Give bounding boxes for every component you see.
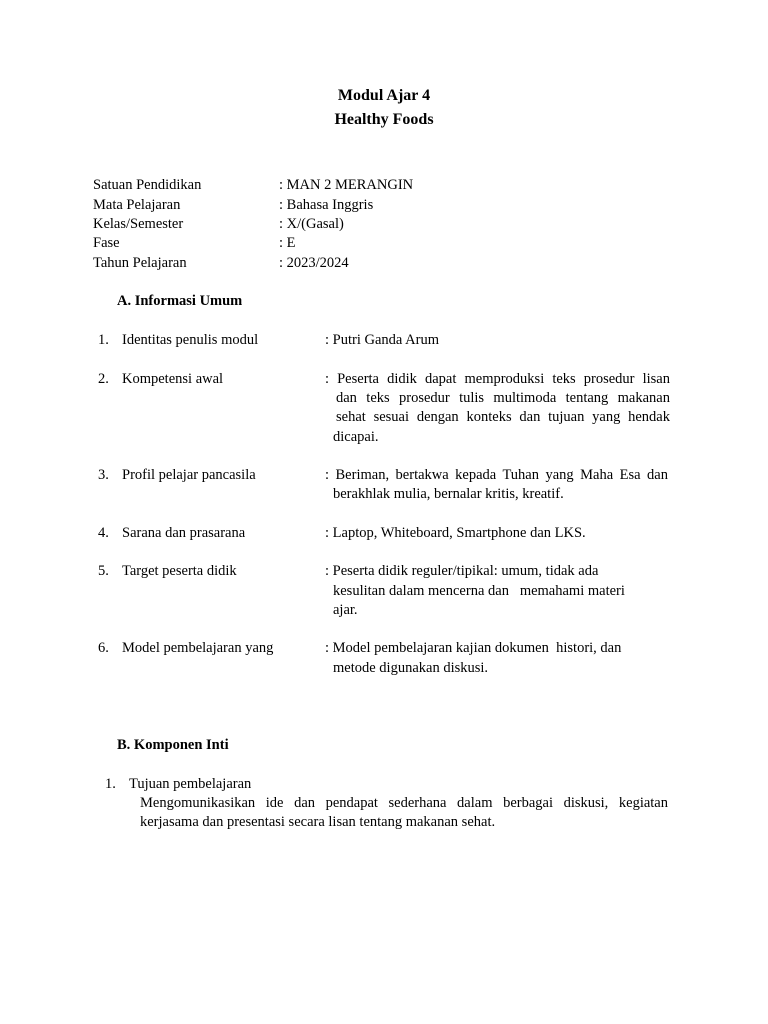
section-a-heading: A. Informasi Umum <box>117 293 243 309</box>
item-label: Kompetensi awal <box>122 371 224 387</box>
item-value-line: : Beriman, bertakwa kepada Tuhan yang Maha Esa dan <box>325 467 668 483</box>
item-value-line: : Peserta didik dapat memproduksi teks prosedur lisan <box>325 371 670 387</box>
item-number: 1. <box>98 332 109 348</box>
item-value-line: dan teks prosedur tulis multimoda tentang makanan <box>336 390 670 406</box>
identity-label: Mata Pelajaran <box>93 197 181 213</box>
item-label: Model pembelajaran yang <box>122 640 274 656</box>
item-body-line: kerjasama dan presentasi secara lisan tentang makanan sehat. <box>140 814 496 830</box>
item-value-line: kesulitan dalam mencerna dan memahami materi <box>333 583 625 599</box>
item-number: 6. <box>98 640 109 656</box>
item-value-line: : Peserta didik reguler/tipikal: umum, tidak ada <box>325 563 599 579</box>
item-value-line: : Model pembelajaran kajian dokumen histori, dan <box>325 640 622 656</box>
identity-value: : X/(Gasal) <box>279 216 344 232</box>
identity-value: : MAN 2 MERANGIN <box>279 177 414 193</box>
item-label: Target peserta didik <box>122 563 237 579</box>
item-label: Sarana dan prasarana <box>122 525 246 541</box>
item-value-line: : Laptop, Whiteboard, Smartphone dan LKS. <box>325 525 586 541</box>
item-body-line: Mengomunikasikan ide dan pendapat sederhana dalam berbagai diskusi, kegiatan <box>140 795 668 811</box>
document-title: Modul Ajar 4 <box>337 87 431 104</box>
section-b-heading: B. Komponen Inti <box>117 737 229 753</box>
item-label: Identitas penulis modul <box>122 332 259 348</box>
item-label: Profil pelajar pancasila <box>122 467 256 483</box>
identity-value: : E <box>279 235 296 251</box>
document-subtitle: Healthy Foods <box>334 111 434 128</box>
item-value-line: dicapai. <box>333 429 379 445</box>
item-number: 3. <box>98 467 109 483</box>
item-number: 5. <box>98 563 109 579</box>
item-value-line: ajar. <box>333 602 358 618</box>
item-number: 4. <box>98 525 109 541</box>
identity-label: Kelas/Semester <box>93 216 184 232</box>
item-value-line: metode digunakan diskusi. <box>333 660 489 676</box>
identity-label: Fase <box>93 235 120 251</box>
item-number: 2. <box>98 371 109 387</box>
item-value-line: : Putri Ganda Arum <box>325 332 439 348</box>
item-value-line: berakhlak mulia, bernalar kritis, kreatif. <box>333 486 564 502</box>
identity-value: : 2023/2024 <box>279 255 349 271</box>
identity-value: : Bahasa Inggris <box>279 197 374 213</box>
identity-label: Tahun Pelajaran <box>93 255 187 271</box>
identity-label: Satuan Pendidikan <box>93 177 202 193</box>
item-label: Tujuan pembelajaran <box>129 776 252 792</box>
item-value-line: sehat sesuai dengan konteks dan tujuan yang hendak <box>336 409 670 425</box>
item-number: 1. <box>105 776 116 792</box>
